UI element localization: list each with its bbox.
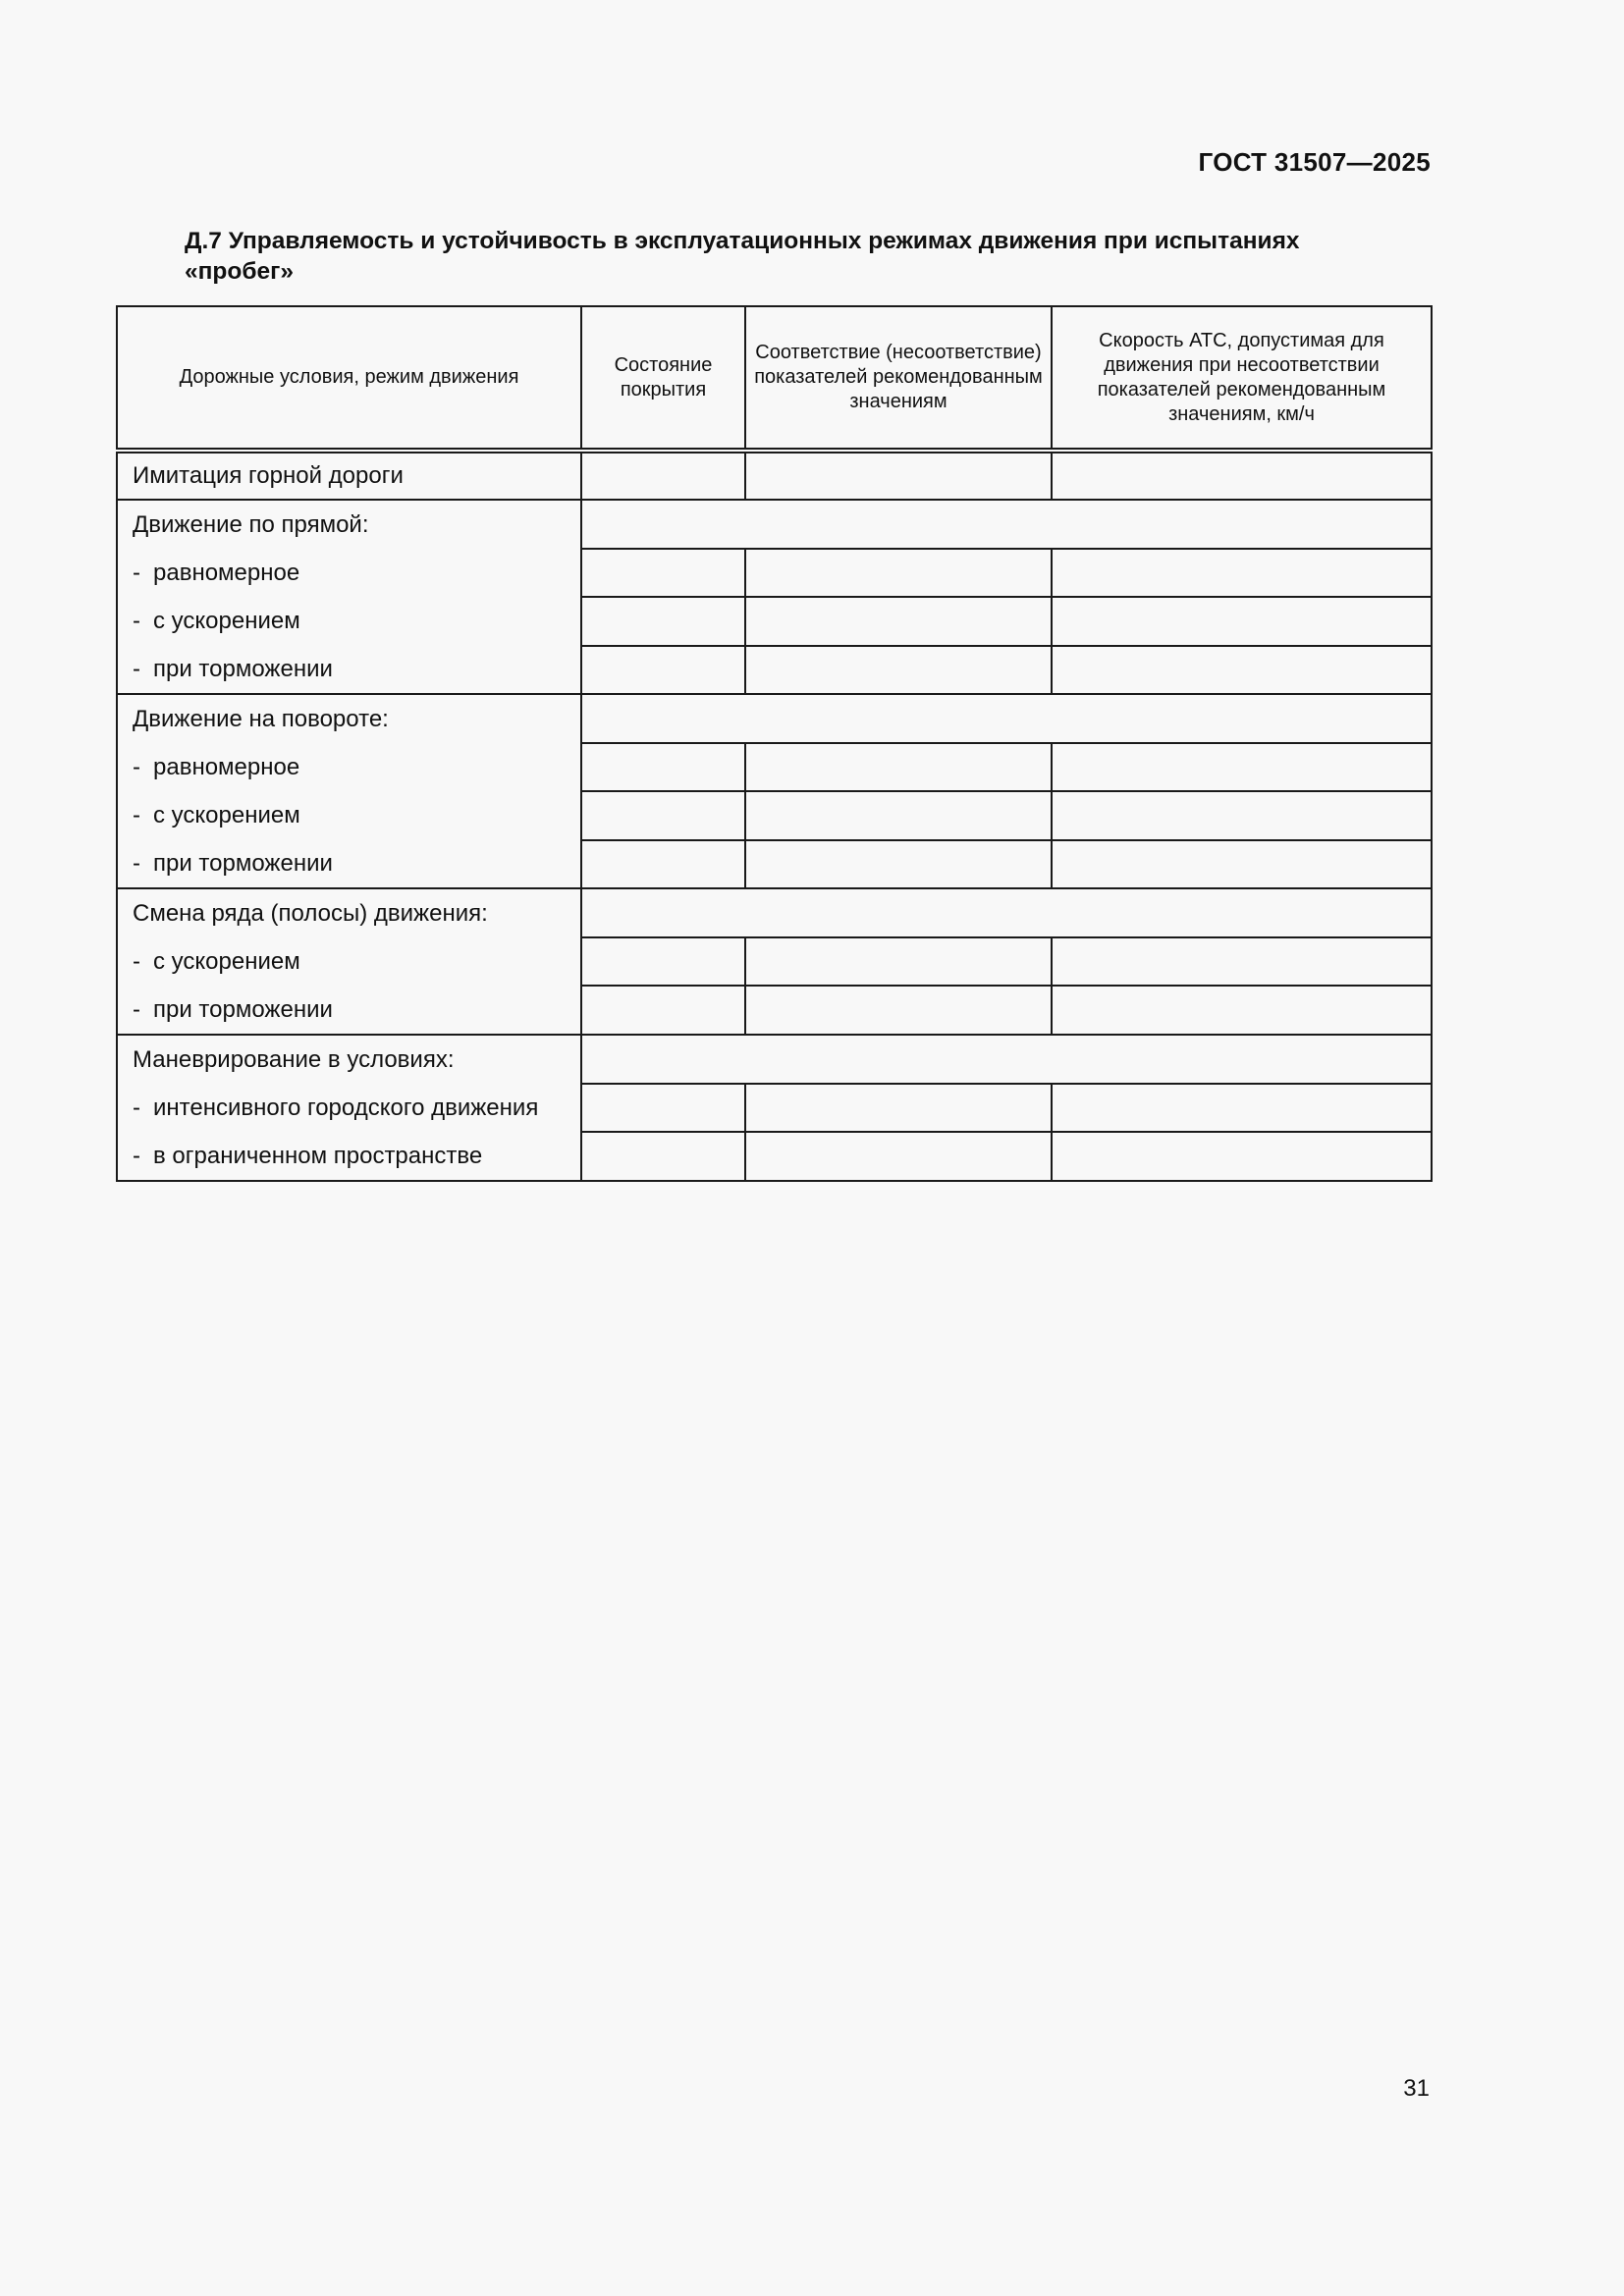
cell-compliance[interactable] [745, 1132, 1052, 1181]
standard-code: ГОСТ 31507—2025 [1198, 147, 1431, 177]
group-item: - при торможении [133, 986, 580, 1034]
cell-surface[interactable] [581, 1132, 745, 1181]
section-title: Д.7 Управляемость и устойчивость в эксплуатационных режимах движения при испытаниях «пробег» [185, 228, 1300, 285]
group-header-span [581, 1035, 1432, 1084]
dash-mark: - [133, 1095, 140, 1121]
cell-speed[interactable] [1052, 743, 1432, 792]
cell-speed[interactable] [1052, 451, 1432, 500]
dash-mark: - [133, 560, 140, 586]
table-row [117, 888, 1432, 937]
cell-surface[interactable] [581, 549, 745, 598]
dash-mark: - [133, 656, 140, 682]
cell-compliance[interactable] [745, 791, 1052, 840]
cell-compliance[interactable] [745, 986, 1052, 1035]
group-straight-motion [117, 500, 581, 694]
cell-speed[interactable] [1052, 791, 1432, 840]
cell-compliance[interactable] [745, 840, 1052, 889]
page-number: 31 [1403, 2075, 1430, 2102]
cell-compliance[interactable] [745, 937, 1052, 987]
cell-surface[interactable] [581, 1084, 745, 1133]
dash-mark: - [133, 802, 140, 828]
cell-surface[interactable] [581, 986, 745, 1035]
row-label-mountain-road: Имитация горной дороги [117, 451, 581, 500]
column-header-compliance: Соответствие (несоответствие) показателей рекомендованным значениям [745, 306, 1052, 451]
group-header-span [581, 694, 1432, 743]
cell-compliance[interactable] [745, 451, 1052, 500]
group-title: Смена ряда (полосы) движения: [133, 900, 488, 927]
group-item: - равномерное [133, 743, 580, 791]
group-item: - в ограниченном пространстве [133, 1132, 580, 1180]
cell-compliance[interactable] [745, 549, 1052, 598]
column-header-permitted-speed: Скорость АТС, допустимая для движения при несоответствии показателей рекомендованным значениям, км/ч [1052, 306, 1432, 451]
group-item: - интенсивного городского движения [133, 1084, 580, 1132]
dash-mark: - [133, 754, 140, 780]
dash-mark: - [133, 850, 140, 877]
table-row [117, 500, 1432, 549]
cell-speed[interactable] [1052, 1084, 1432, 1133]
dash-mark: - [133, 608, 140, 634]
group-item: - при торможении [133, 645, 580, 693]
cell-compliance[interactable] [745, 743, 1052, 792]
table-row [117, 1035, 1432, 1084]
cell-surface[interactable] [581, 743, 745, 792]
cell-speed[interactable] [1052, 549, 1432, 598]
group-title: Движение на повороте: [133, 706, 389, 732]
cell-speed[interactable] [1052, 986, 1432, 1035]
group-turn-motion [117, 694, 581, 888]
cell-surface[interactable] [581, 451, 745, 500]
cell-speed[interactable] [1052, 646, 1432, 695]
table-row [117, 694, 1432, 743]
cell-surface[interactable] [581, 937, 745, 987]
test-results-table [116, 305, 1433, 1182]
group-item: - равномерное [133, 549, 580, 597]
dash-mark: - [133, 1143, 140, 1169]
cell-surface[interactable] [581, 597, 745, 646]
cell-surface[interactable] [581, 840, 745, 889]
group-item: - с ускорением [133, 791, 580, 839]
group-lane-change [117, 888, 581, 1035]
cell-surface[interactable] [581, 791, 745, 840]
cell-compliance[interactable] [745, 1084, 1052, 1133]
group-item: - при торможении [133, 839, 580, 887]
cell-speed[interactable] [1052, 1132, 1432, 1181]
table-header-row [117, 306, 1432, 451]
cell-speed[interactable] [1052, 840, 1432, 889]
cell-compliance[interactable] [745, 646, 1052, 695]
group-title: Движение по прямой: [133, 511, 369, 538]
group-title: Маневрирование в условиях: [133, 1046, 455, 1073]
group-header-span [581, 888, 1432, 937]
group-header-span [581, 500, 1432, 549]
column-header-surface-condition: Состояние покрытия [581, 306, 745, 451]
cell-speed[interactable] [1052, 937, 1432, 987]
cell-compliance[interactable] [745, 597, 1052, 646]
group-maneuvering [117, 1035, 581, 1181]
group-item: - с ускорением [133, 597, 580, 645]
dash-mark: - [133, 948, 140, 975]
group-item: - с ускорением [133, 937, 580, 986]
dash-mark: - [133, 996, 140, 1023]
cell-surface[interactable] [581, 646, 745, 695]
cell-speed[interactable] [1052, 597, 1432, 646]
column-header-road-conditions: Дорожные условия, режим движения [117, 306, 581, 451]
table-row [117, 451, 1432, 500]
